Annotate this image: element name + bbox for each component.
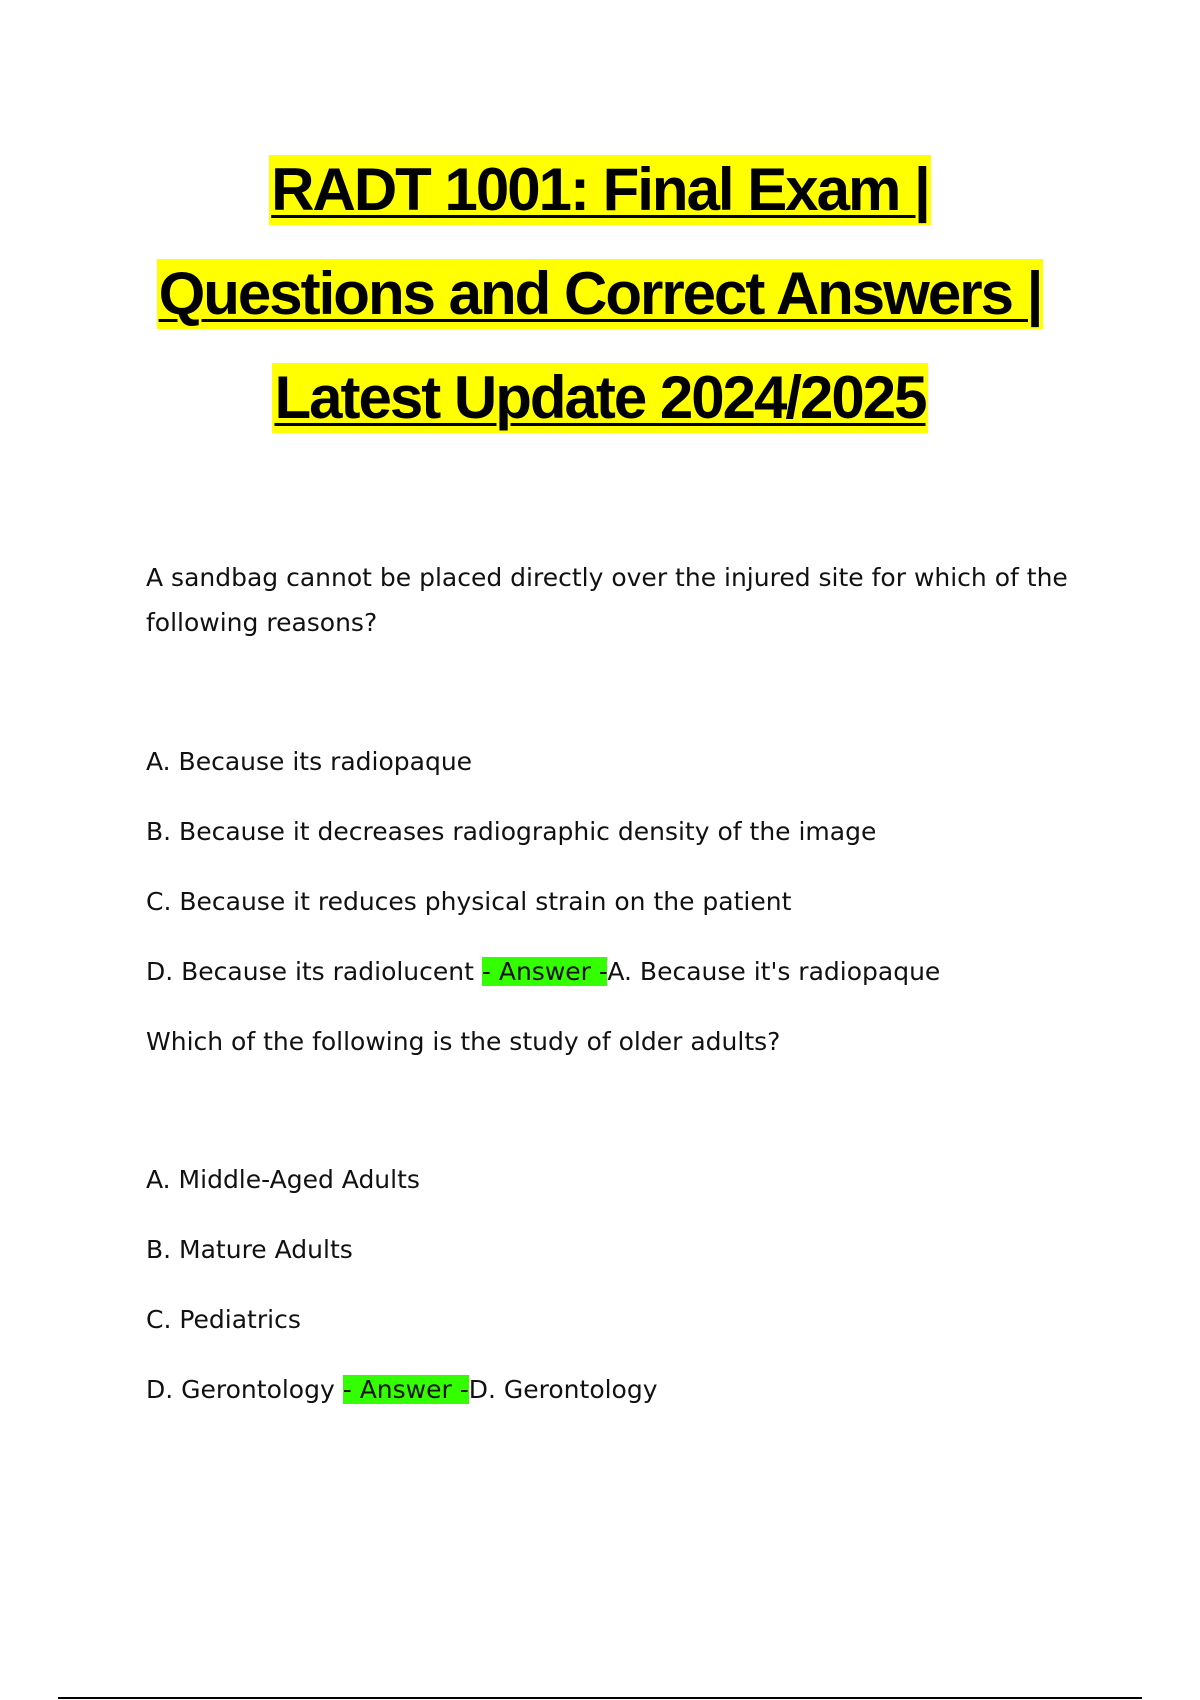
title-line-1 bbox=[0, 138, 1200, 242]
document-title bbox=[0, 138, 1200, 450]
question-2-option-b: B. Mature Adults bbox=[146, 1235, 353, 1264]
question-1-option-c: C. Because it reduces physical strain on the patient bbox=[146, 887, 792, 916]
question-2-option-d: D. Gerontology bbox=[146, 1375, 335, 1404]
title-line-3 bbox=[0, 346, 1200, 450]
footer-divider bbox=[58, 1697, 1142, 1699]
question-1-option-a: A. Because its radiopaque bbox=[146, 747, 473, 776]
question-1-option-d: D. Because its radiolucent bbox=[146, 957, 474, 986]
question-1-answer: A. Because it's radiopaque bbox=[607, 957, 941, 986]
question-2-option-c: C. Pediatrics bbox=[146, 1305, 301, 1334]
question-2-answer: D. Gerontology bbox=[468, 1375, 658, 1404]
title-line-2 bbox=[0, 242, 1200, 346]
question-2-option-a: A. Middle-Aged Adults bbox=[146, 1165, 420, 1194]
question-1-prompt: A sandbag cannot be placed directly over the injured site for which of the following reasons? bbox=[146, 563, 1068, 637]
title-text-3: Latest Update 2024/2025 bbox=[274, 364, 926, 431]
question-2-prompt: Which of the following is the study of older adults? bbox=[146, 1027, 781, 1056]
answer-highlight: - Answer - bbox=[481, 957, 608, 986]
answer-highlight: - Answer - bbox=[342, 1375, 469, 1404]
title-text-2: Questions and Correct Answers | bbox=[158, 260, 1042, 327]
question-1-option-d-row bbox=[146, 952, 940, 992]
question-1-option-b: B. Because it decreases radiographic density of the image bbox=[146, 817, 877, 846]
question-2-option-d-row bbox=[146, 1370, 658, 1410]
title-text-1: RADT 1001: Final Exam | bbox=[271, 156, 929, 223]
